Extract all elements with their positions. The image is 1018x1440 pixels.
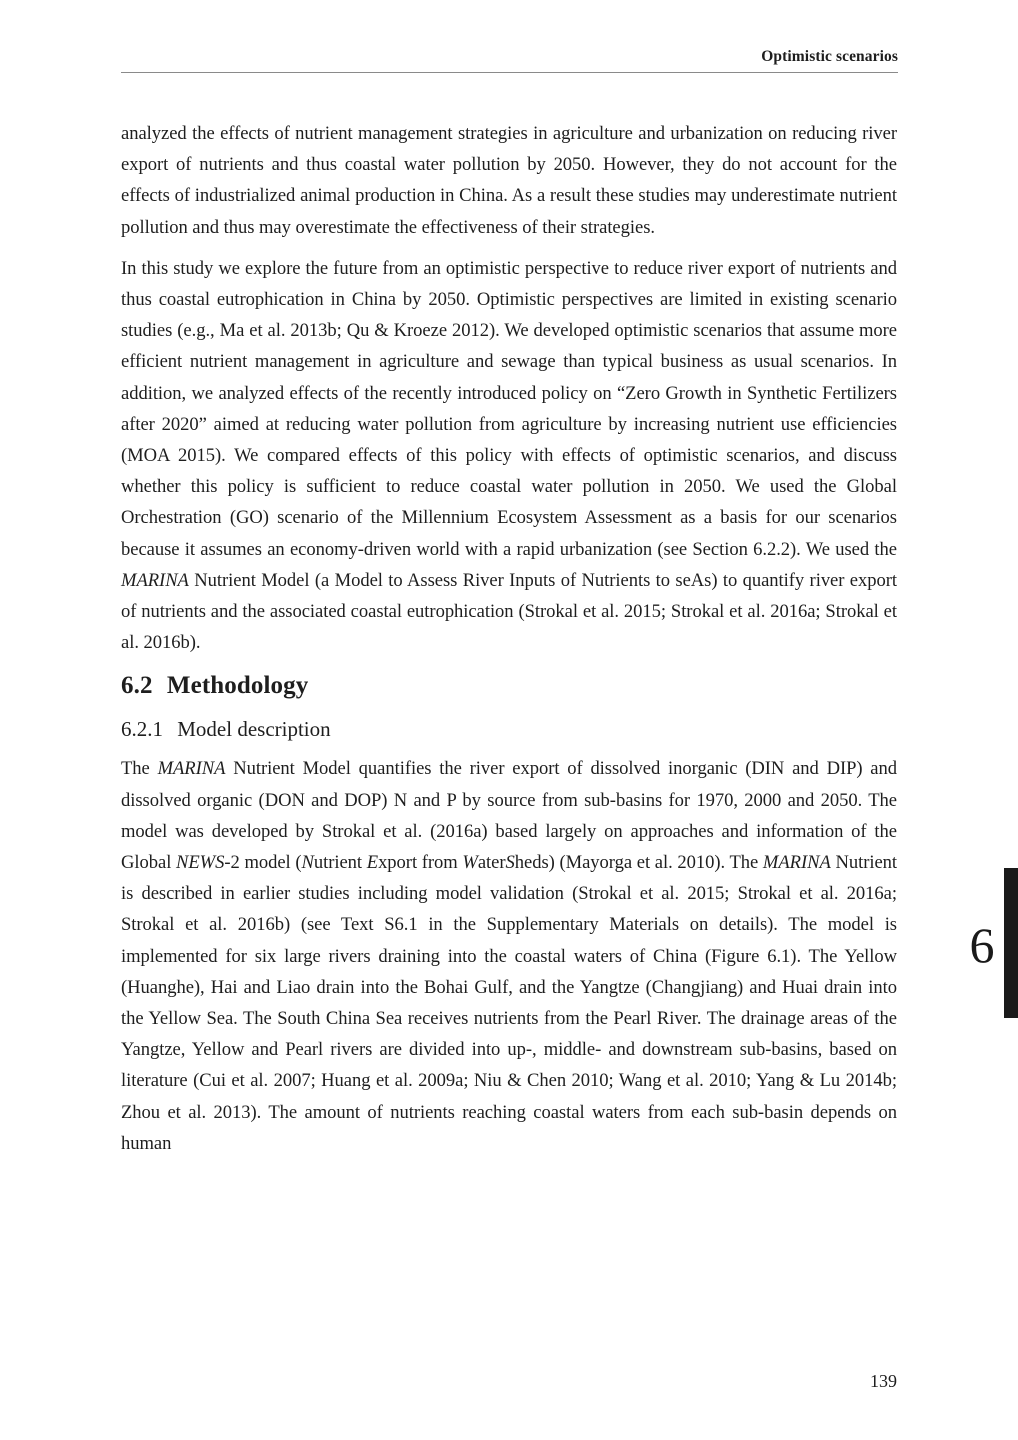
paragraph-text: Nutrient Model quantifies the river export of dissolved inorganic (DIN and DIP) and dissolved organic (DON and DOP) N and P by source from sub-basins for 1970, 2000 and 2050. The model was developed by Strokal et al. (2016a) based largely on approaches and information of the Global [121, 758, 898, 874]
paragraph-text: -2 model ( [224, 852, 302, 874]
paragraph-text: In this study we explore the future from an optimistic perspective to reduce river export of nutrients and thus coastal eutrophication in China by 2050. Optimistic perspectives are limited in existing scenario studies (e.g., Ma et al. 2013b; Qu & Kroeze 2012). We developed optimistic scenarios that assume more efficient nutrient management in agriculture and sewage than typical business as usual scenarios. In addition, we analyzed effects of the recently introduced policy on “Zero Growth in Synthetic Fertilizers after 2020” aimed at reducing water pollution from agriculture by increasing nutrient use efficiencies (MOA 2015). We compared effects of this policy with effects of optimistic scenarios, and discuss whether this policy is sufficient to reduce coastal water pollution in 2050. We used the Global Orchestration (GO) scenario of the Millennium Ecosystem Assessment as a basis for our scenarios because it assumes an economy-driven world with a rapid urbanization (see Section 6.2.2). We used the [121, 257, 897, 560]
model-name-italic: MARINA [762, 852, 831, 874]
acronym-letter-italic: S [505, 852, 515, 874]
paragraph-text: heds) (Mayorga et al. 2010). The [514, 852, 763, 874]
subsection-title: Model description [177, 717, 331, 742]
paragraph-text: Nutrient Model (a Model to Assess River Inputs of Nutrients to seAs) to quantify river export of nutrients and the associated coastal eutrophication (Strokal et al. 2015; Strokal et al. 2016a; Strokal et al. 2016b). [121, 569, 897, 654]
section-title: Methodology [166, 672, 309, 700]
running-header [121, 46, 898, 73]
chapter-thumb-tab [1004, 868, 1018, 1018]
model-name-italic: MARINA [157, 758, 226, 780]
acronym-letter-italic: E [366, 852, 379, 874]
paragraph-study-aim [121, 253, 897, 659]
page-body [121, 118, 897, 1159]
acronym-letter-italic: W [462, 852, 478, 874]
model-name-italic: MARINA [121, 569, 189, 591]
subsection-heading [121, 711, 897, 747]
section-number: 6.2 [121, 672, 153, 700]
paragraph-text: The [121, 758, 158, 780]
acronym-letter-italic: N [301, 852, 314, 874]
paragraph-text: utrient [313, 852, 367, 874]
model-name-italic: NEWS [176, 852, 225, 874]
running-title: Optimistic scenarios [761, 48, 898, 65]
paragraph-text: ater [477, 852, 506, 874]
paragraph-model-description [121, 753, 897, 1159]
paragraph-intro-continuation: analyzed the effects of nutrient management strategies in agriculture and urbanization on reducing river export of nutrients and thus coastal water pollution by 2050. However, they do not account for the effects of industrialized animal production in China. As a result these studies may underestimate nutrient pollution and thus may overestimate the effectiveness of their strategies. [121, 123, 897, 238]
subsection-number: 6.2.1 [121, 717, 163, 742]
page-number: 139 [870, 1371, 897, 1391]
paragraph-text: Nutrient is described in earlier studies including model validation (Strokal et al. 2015; Strokal et al. 2016a; Strokal et al. 2016b) (see Text S6.1 in the Supplementary Materials on details). The model is implemented for six large rivers draining into the coastal waters of China (Figure 6.1). The Yellow (Huanghe), Hai and Liao drain into the Bohai Gulf, and the Yangtze (Changjiang) and Huai drain into the Yellow Sea. The South China Sea receives nutrients from the Pearl River. The drainage areas of the Yangtze, Yellow and Pearl rivers are divided into up-, middle- and downstream sub-basins, based on literature (Cui et al. 2007; Huang et al. 2009a; Niu & Chen 2010; Wang et al. 2010; Yang & Lu 2014b; Zhou et al. 2013). The amount of nutrients reaching coastal waters from each sub-basin depends on human [121, 852, 898, 1154]
chapter-number: 6 [969, 917, 995, 973]
section-heading [121, 666, 897, 706]
paragraph-text: xport from [378, 852, 463, 874]
